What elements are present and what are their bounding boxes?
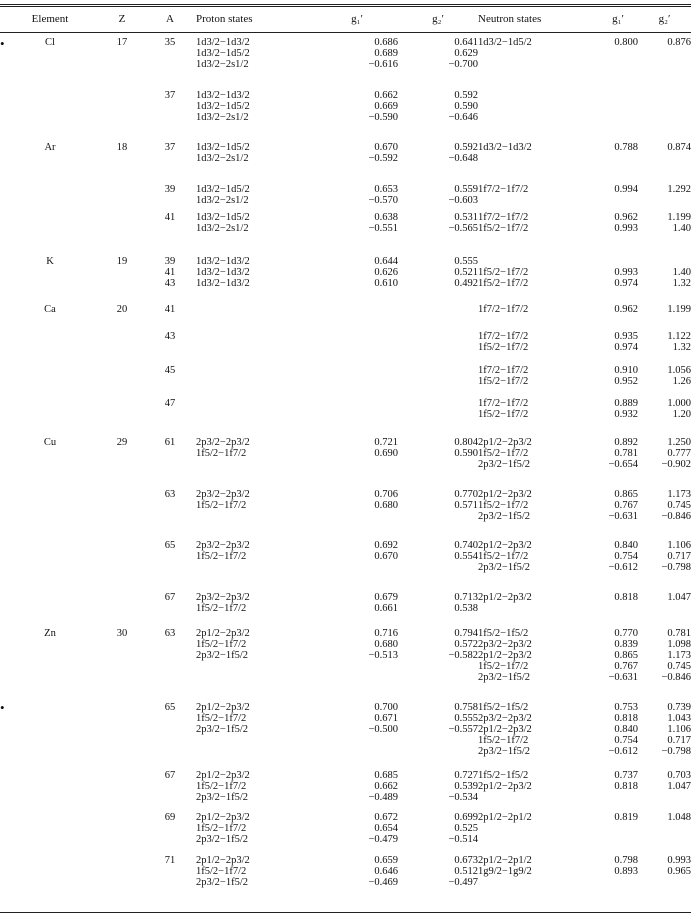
column-header: A bbox=[166, 13, 174, 25]
neutron-g2-cell: 0.739 1.043 1.106 0.717 −0.798 bbox=[661, 702, 691, 757]
proton-g2-cell: 0.713 0.538 bbox=[454, 592, 478, 614]
a-cell: 47 bbox=[164, 398, 176, 409]
neutron-g1-cell: 0.993 0.974 bbox=[614, 267, 638, 289]
neutron-g2-cell: 1.199 bbox=[667, 304, 691, 315]
proton-g1-cell: 0.653 −0.570 bbox=[368, 184, 398, 206]
proton-states-cell: 1d3/2−1d3/2 1d3/2−1d3/2 1d3/2−1d3/2 bbox=[196, 256, 250, 289]
neutron-g2-cell: 1.048 bbox=[667, 812, 691, 823]
neutron-states-cell: 1f5/2−1f7/2 1f5/2−1f7/2 bbox=[478, 267, 529, 289]
a-cell: 43 bbox=[164, 331, 176, 342]
proton-g1-cell: 0.672 0.654 −0.479 bbox=[368, 812, 398, 845]
proton-states-cell: 2p1/2−2p3/2 1f5/2−1f7/2 2p3/2−1f5/2 bbox=[196, 812, 250, 845]
a-cell: 61 bbox=[164, 437, 176, 448]
neutron-g1-cell: 0.770 0.839 0.865 0.767 −0.631 bbox=[608, 628, 638, 683]
neutron-g2-cell: 1.106 0.717 −0.798 bbox=[661, 540, 691, 573]
proton-g1-cell: 0.700 0.671 −0.500 bbox=[368, 702, 398, 735]
column-header: Element bbox=[31, 13, 69, 25]
neutron-states-cell: 2p1/2−2p3/2 1f5/2−1f7/2 2p3/2−1f5/2 bbox=[478, 540, 532, 573]
neutron-states-cell: 1f5/2−1f5/2 2p1/2−2p3/2 bbox=[478, 770, 532, 792]
proton-g1-cell: 0.679 0.661 bbox=[374, 592, 398, 614]
proton-g2-cell: 0.804 0.590 bbox=[454, 437, 478, 459]
a-cell: 67 bbox=[164, 592, 176, 603]
neutron-states-cell: 2p1/2−2p3/2 1f5/2−1f7/2 2p3/2−1f5/2 bbox=[478, 437, 532, 470]
a-cell: 39 41 43 bbox=[164, 256, 176, 289]
neutron-states-cell: 1f5/2−1f5/2 2p3/2−2p3/2 2p1/2−2p3/2 1f5/2−1f7/2 2p3/2−1f5/2 bbox=[478, 628, 532, 683]
neutron-states-cell: 1f7/2−1f7/2 1f5/2−1f7/2 bbox=[478, 365, 529, 387]
neutron-g2-cell: 1.122 1.32 bbox=[667, 331, 691, 353]
proton-g1-cell: 0.721 0.690 bbox=[374, 437, 398, 459]
a-cell: 35 bbox=[164, 37, 176, 48]
proton-g1-cell: 0.686 0.689 −0.616 bbox=[368, 37, 398, 70]
neutron-g2-cell: 1.40 1.32 bbox=[672, 267, 691, 289]
proton-states-cell: 2p3/2−2p3/2 1f5/2−1f7/2 bbox=[196, 489, 250, 511]
a-cell: 69 bbox=[164, 812, 176, 823]
z-cell: 18 bbox=[116, 142, 128, 153]
proton-g1-cell: 0.685 0.662 −0.489 bbox=[368, 770, 398, 803]
proton-g2-cell: 0.592 0.590 −0.646 bbox=[448, 90, 478, 123]
neutron-states-cell: 2p1/2−2p1/2 1g9/2−1g9/2 bbox=[478, 855, 532, 877]
neutron-g1-cell: 0.994 bbox=[614, 184, 638, 195]
proton-states-cell: 2p1/2−2p3/2 1f5/2−1f7/2 2p3/2−1f5/2 bbox=[196, 628, 250, 661]
neutron-states-cell: 1f7/2−1f7/2 1f5/2−1f7/2 bbox=[478, 212, 529, 234]
element-cell: Zn bbox=[44, 628, 56, 639]
header-bottom-rule bbox=[0, 32, 691, 33]
a-cell: 41 bbox=[164, 212, 176, 223]
a-cell: 41 bbox=[164, 304, 176, 315]
proton-g2-cell: 0.592 −0.648 bbox=[448, 142, 478, 164]
neutron-g2-cell: 0.993 0.965 bbox=[667, 855, 691, 877]
proton-g2-cell: 0.641 0.629 −0.700 bbox=[448, 37, 478, 70]
proton-states-cell: 1d3/2−1d5/2 1d3/2−2s1/2 bbox=[196, 212, 250, 234]
element-cell: Cu bbox=[43, 437, 57, 448]
element-cell: Cl bbox=[45, 37, 55, 48]
neutron-g1-cell: 0.840 0.754 −0.612 bbox=[608, 540, 638, 573]
neutron-states-cell: 2p1/2−2p3/2 bbox=[478, 592, 532, 603]
neutron-g1-cell: 0.800 bbox=[614, 37, 638, 48]
proton-g1-cell: 0.716 0.680 −0.513 bbox=[368, 628, 398, 661]
a-cell: 63 bbox=[164, 489, 176, 500]
neutron-g1-cell: 0.753 0.818 0.840 0.754 −0.612 bbox=[608, 702, 638, 757]
proton-states-cell: 2p1/2−2p3/2 1f5/2−1f7/2 2p3/2−1f5/2 bbox=[196, 702, 250, 735]
neutron-g1-cell: 0.818 bbox=[614, 592, 638, 603]
a-cell: 37 bbox=[164, 142, 176, 153]
neutron-states-cell: 1f7/2−1f7/2 bbox=[478, 184, 529, 195]
a-cell: 45 bbox=[164, 365, 176, 376]
margin-mark: • bbox=[0, 700, 5, 715]
a-cell: 65 bbox=[164, 540, 176, 551]
column-header: g₂′ bbox=[658, 13, 671, 25]
proton-g2-cell: 0.699 0.525 −0.514 bbox=[448, 812, 478, 845]
z-cell: 29 bbox=[116, 437, 128, 448]
neutron-g2-cell: 1.199 1.40 bbox=[667, 212, 691, 234]
neutron-g1-cell: 0.892 0.781 −0.654 bbox=[608, 437, 638, 470]
a-cell: 71 bbox=[164, 855, 176, 866]
neutron-states-cell: 1d3/2−1d5/2 bbox=[478, 37, 532, 48]
z-cell: 19 bbox=[116, 256, 128, 267]
z-cell: 17 bbox=[116, 37, 128, 48]
neutron-states-cell: 2p1/2−2p3/2 1f5/2−1f7/2 2p3/2−1f5/2 bbox=[478, 489, 532, 522]
neutron-g1-cell: 0.819 bbox=[614, 812, 638, 823]
neutron-g2-cell: 1.292 bbox=[667, 184, 691, 195]
a-cell: 39 bbox=[164, 184, 176, 195]
proton-g2-cell: 0.758 0.555 −0.557 bbox=[448, 702, 478, 735]
proton-states-cell: 1d3/2−1d3/2 1d3/2−1d5/2 1d3/2−2s1/2 bbox=[196, 90, 250, 123]
column-header: g₁′ bbox=[351, 13, 363, 25]
neutron-g1-cell: 0.935 0.974 bbox=[614, 331, 638, 353]
neutron-g1-cell: 0.865 0.767 −0.631 bbox=[608, 489, 638, 522]
header-top-rule bbox=[0, 6, 691, 7]
proton-g1-cell: 0.692 0.670 bbox=[374, 540, 398, 562]
neutron-states-cell: 1f7/2−1f7/2 1f5/2−1f7/2 bbox=[478, 398, 529, 420]
column-header: Proton states bbox=[196, 13, 253, 25]
proton-states-cell: 2p3/2−2p3/2 1f5/2−1f7/2 bbox=[196, 540, 250, 562]
proton-states-cell: 1d3/2−1d5/2 1d3/2−2s1/2 bbox=[196, 184, 250, 206]
proton-g2-cell: 0.555 0.521 0.492 bbox=[454, 256, 478, 289]
neutron-g1-cell: 0.889 0.932 bbox=[614, 398, 638, 420]
neutron-g2-cell: 1.173 0.745 −0.846 bbox=[661, 489, 691, 522]
z-cell: 30 bbox=[116, 628, 128, 639]
neutron-states-cell: 1f5/2−1f5/2 2p3/2−2p3/2 2p1/2−2p3/2 1f5/2−1f7/2 2p3/2−1f5/2 bbox=[478, 702, 532, 757]
element-cell: Ca bbox=[44, 304, 56, 315]
table-bottom-rule bbox=[0, 912, 691, 913]
proton-g1-cell: 0.638 −0.551 bbox=[368, 212, 398, 234]
neutron-g1-cell: 0.737 0.818 bbox=[614, 770, 638, 792]
proton-g2-cell: 0.531 −0.565 bbox=[448, 212, 478, 234]
proton-states-cell: 2p3/2−2p3/2 1f5/2−1f7/2 bbox=[196, 592, 250, 614]
proton-g1-cell: 0.644 0.626 0.610 bbox=[374, 256, 398, 289]
neutron-g2-cell: 1.000 1.20 bbox=[667, 398, 691, 420]
a-cell: 37 bbox=[164, 90, 176, 101]
proton-states-cell: 2p1/2−2p3/2 1f5/2−1f7/2 2p3/2−1f5/2 bbox=[196, 855, 250, 888]
proton-g2-cell: 0.559 −0.603 bbox=[448, 184, 478, 206]
element-cell: Ar bbox=[44, 142, 56, 153]
a-cell: 67 bbox=[164, 770, 176, 781]
proton-g1-cell: 0.706 0.680 bbox=[374, 489, 398, 511]
proton-states-cell: 1d3/2−1d5/2 1d3/2−2s1/2 bbox=[196, 142, 250, 164]
proton-states-cell: 1d3/2−1d3/2 1d3/2−1d5/2 1d3/2−2s1/2 bbox=[196, 37, 250, 70]
proton-g2-cell: 0.740 0.554 bbox=[454, 540, 478, 562]
column-header: g₂′ bbox=[432, 13, 444, 25]
proton-g2-cell: 0.770 0.571 bbox=[454, 489, 478, 511]
neutron-states-cell: 2p1/2−2p1/2 bbox=[478, 812, 532, 823]
proton-g1-cell: 0.662 0.669 −0.590 bbox=[368, 90, 398, 123]
neutron-g1-cell: 0.798 0.893 bbox=[614, 855, 638, 877]
proton-g1-cell: 0.659 0.646 −0.469 bbox=[368, 855, 398, 888]
proton-g2-cell: 0.727 0.539 −0.534 bbox=[448, 770, 478, 803]
column-header: Neutron states bbox=[478, 13, 542, 25]
z-cell: 20 bbox=[116, 304, 128, 315]
neutron-g2-cell: 0.876 bbox=[667, 37, 691, 48]
margin-mark: • bbox=[0, 36, 5, 51]
a-cell: 63 bbox=[164, 628, 176, 639]
proton-g2-cell: 0.794 0.572 −0.582 bbox=[448, 628, 478, 661]
neutron-states-cell: 1f7/2−1f7/2 bbox=[478, 304, 529, 315]
proton-states-cell: 2p1/2−2p3/2 1f5/2−1f7/2 2p3/2−1f5/2 bbox=[196, 770, 250, 803]
neutron-g1-cell: 0.962 0.993 bbox=[614, 212, 638, 234]
neutron-g2-cell: 1.047 bbox=[667, 592, 691, 603]
neutron-states-cell: 1f7/2−1f7/2 1f5/2−1f7/2 bbox=[478, 331, 529, 353]
neutron-g2-cell: 0.703 1.047 bbox=[667, 770, 691, 792]
proton-states-cell: 2p3/2−2p3/2 1f5/2−1f7/2 bbox=[196, 437, 250, 459]
neutron-states-cell: 1d3/2−1d3/2 bbox=[478, 142, 532, 153]
neutron-g2-cell: 1.056 1.26 bbox=[667, 365, 691, 387]
neutron-g2-cell: 0.874 bbox=[667, 142, 691, 153]
proton-g1-cell: 0.670 −0.592 bbox=[368, 142, 398, 164]
column-header: g₁′ bbox=[612, 13, 624, 25]
element-cell: K bbox=[46, 256, 54, 267]
neutron-g1-cell: 0.788 bbox=[614, 142, 638, 153]
column-header: Z bbox=[118, 13, 126, 25]
neutron-g1-cell: 0.910 0.952 bbox=[614, 365, 638, 387]
top-rule bbox=[0, 4, 691, 5]
proton-g2-cell: 0.673 0.512 −0.497 bbox=[448, 855, 478, 888]
neutron-g2-cell: 1.250 0.777 −0.902 bbox=[661, 437, 691, 470]
neutron-g1-cell: 0.962 bbox=[614, 304, 638, 315]
a-cell: 65 bbox=[164, 702, 176, 713]
neutron-g2-cell: 0.781 1.098 1.173 0.745 −0.846 bbox=[661, 628, 691, 683]
